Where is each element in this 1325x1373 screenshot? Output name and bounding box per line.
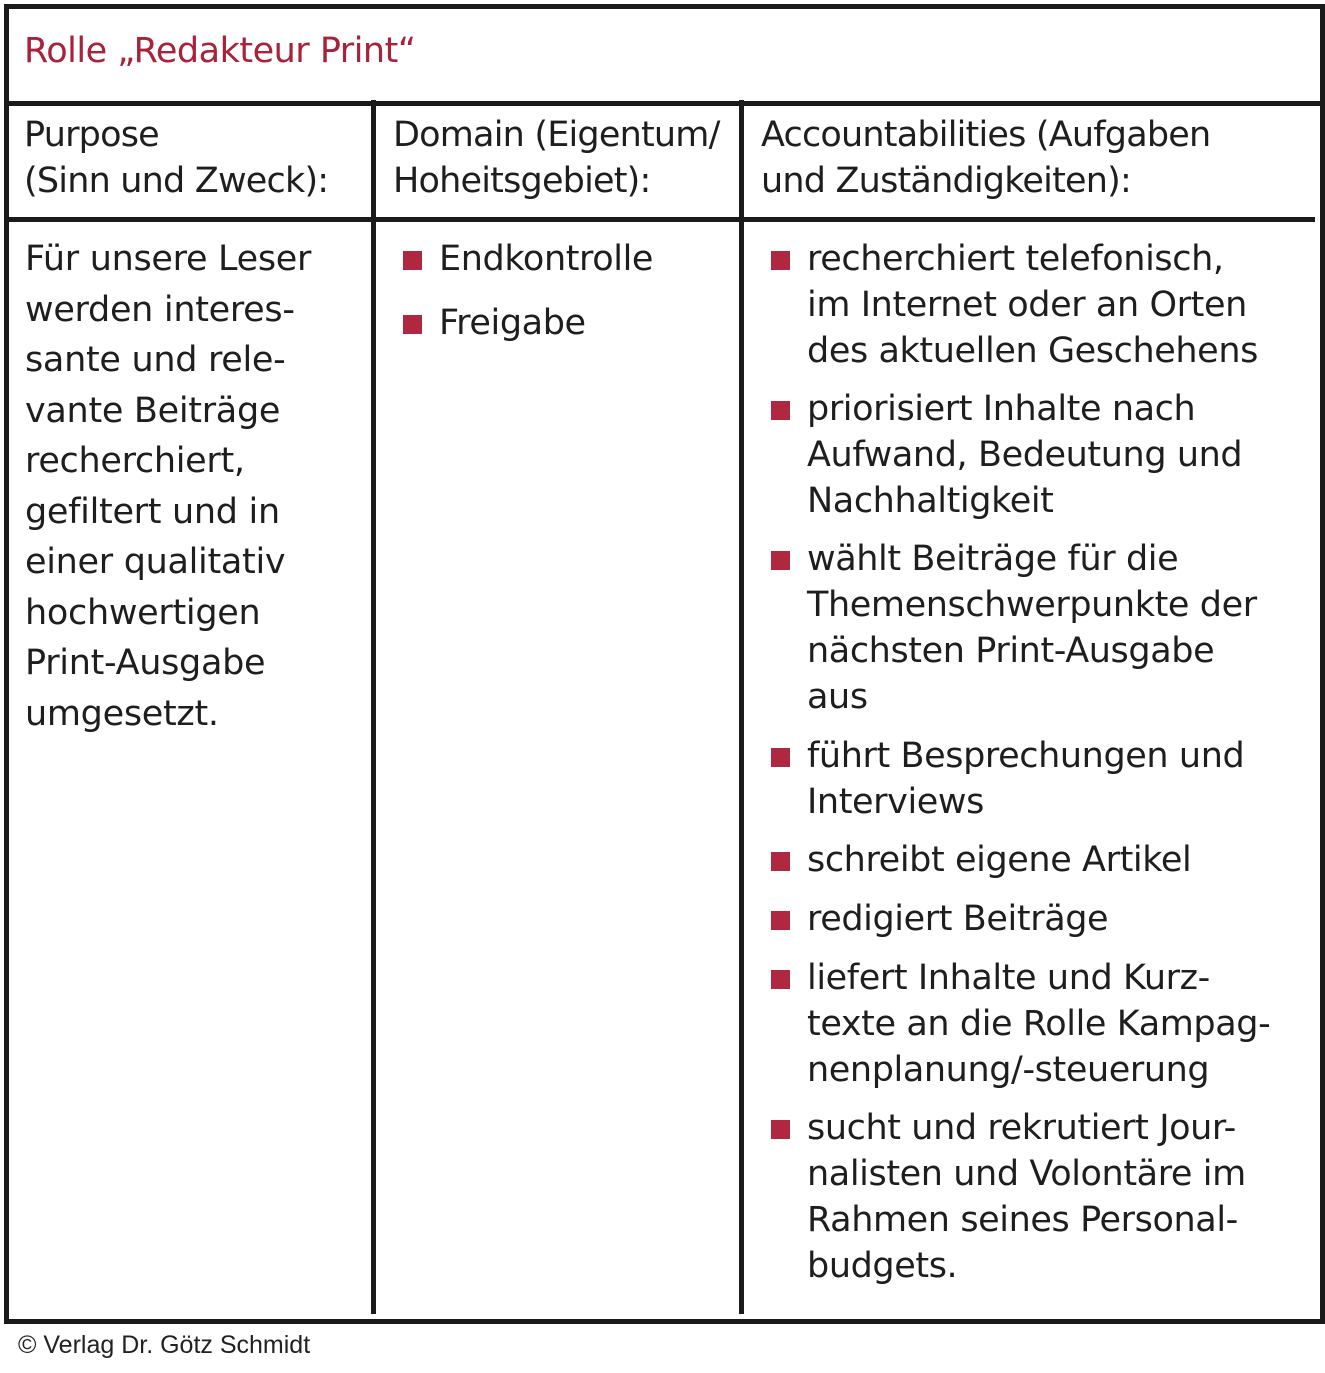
- bullet-square-icon: [771, 911, 790, 930]
- table-title: Rolle „Redakteur Print“: [24, 31, 416, 71]
- copyright-footer: © Verlag Dr. Götz Schmidt: [18, 1331, 311, 1359]
- bullet-square-icon: [403, 251, 422, 270]
- bullet-square-icon: [771, 251, 790, 270]
- purpose-header: Purpose (Sinn und Zweck):: [24, 115, 329, 201]
- purpose-text: Für unsere Leser werden interes- sante und rele- vante Beiträge recherchiert, gefiltert und in einer qualitativ hochwertigen Print-Ausgabe umgesetzt.: [25, 239, 312, 734]
- bullet-square-icon: [771, 970, 790, 989]
- bullet-square-icon: [771, 748, 790, 767]
- bullet-square-icon: [403, 315, 422, 334]
- accountabilities-header: Accountabilities (Aufgaben und Zuständigkeiten):: [761, 115, 1211, 201]
- header-divider: [4, 217, 1315, 222]
- column-divider: [739, 100, 744, 1314]
- domain-header: Domain (Eigentum/ Hoheitsgebiet):: [393, 115, 720, 201]
- bullet-square-icon: [771, 852, 790, 871]
- title-row: [9, 9, 1320, 106]
- bullet-square-icon: [771, 401, 790, 420]
- bullet-square-icon: [771, 551, 790, 570]
- bullet-square-icon: [771, 1120, 790, 1139]
- column-divider: [371, 100, 376, 1314]
